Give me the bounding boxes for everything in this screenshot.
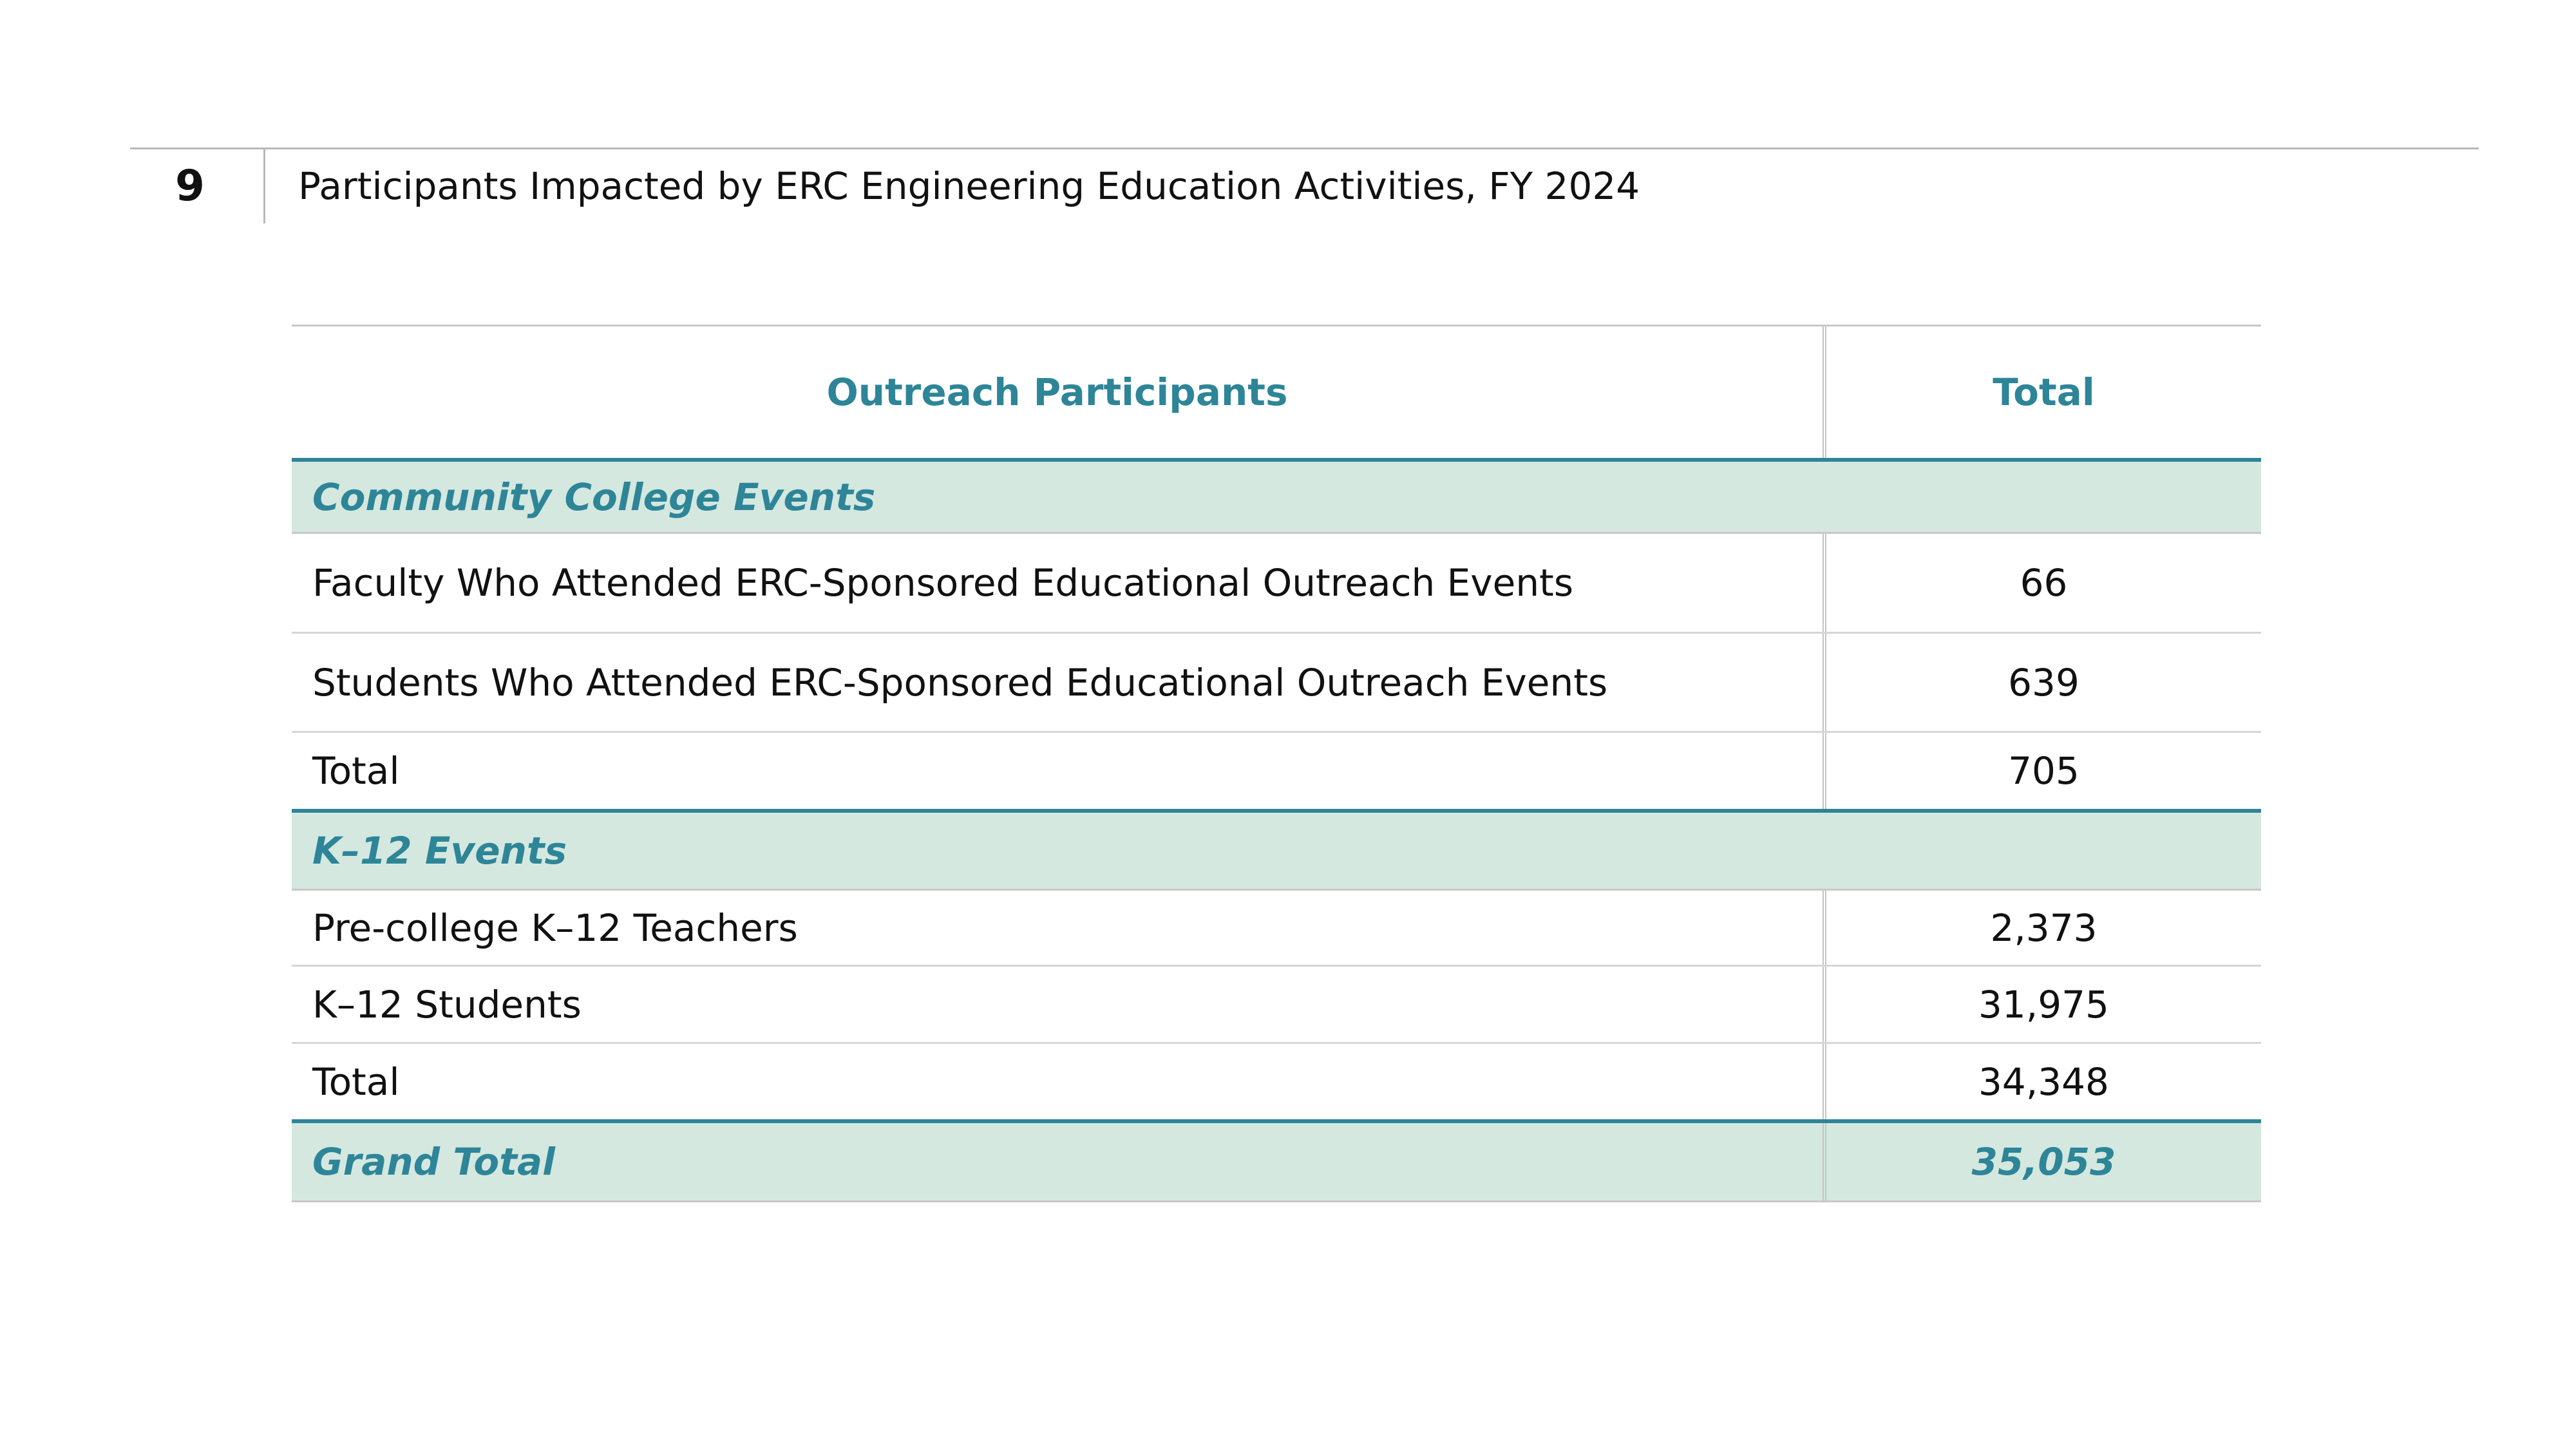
row-value: 34,348 [1823,1044,2261,1119]
section-title: Community College Events [312,475,876,519]
section-title: K–12 Events [312,829,567,873]
row-value: 66 [1823,534,2261,632]
column-header-participants: Outreach Participants [826,370,1288,414]
row-value: 2,373 [1823,891,2261,965]
outreach-table [292,325,2261,1202]
row-value: 639 [1823,634,2261,731]
table-row [292,967,2261,1044]
figure-title: Participants Impacted by ERC Engineering Education Activities, FY 2024 [298,164,1640,208]
row-label: K–12 Students [312,982,582,1027]
row-value: 705 [1823,733,2261,809]
figure-number: 9 [175,161,205,211]
table-row [292,891,2261,967]
header-divider [263,149,265,223]
column-header-total: Total [1823,327,2261,458]
row-label: Pre-college K–12 Teachers [312,905,798,950]
section-header-community-college [292,462,2261,534]
row-label: Total [312,749,400,793]
subtotal-row [292,733,2261,813]
table-header-row [292,325,2261,462]
row-label: Students Who Attended ERC-Sponsored Educational Outreach Events [312,660,1608,705]
grand-total-label: Grand Total [312,1140,556,1184]
row-label: Faculty Who Attended ERC-Sponsored Educational Outreach Events [312,561,1574,605]
section-header-k12 [292,813,2261,891]
header-rule [130,147,2479,149]
subtotal-row [292,1044,2261,1123]
table-row [292,634,2261,733]
row-value: 31,975 [1823,967,2261,1042]
grand-total-row [292,1123,2261,1202]
row-label: Total [312,1059,400,1104]
table-row [292,534,2261,634]
grand-total-value: 35,053 [1823,1123,2261,1200]
